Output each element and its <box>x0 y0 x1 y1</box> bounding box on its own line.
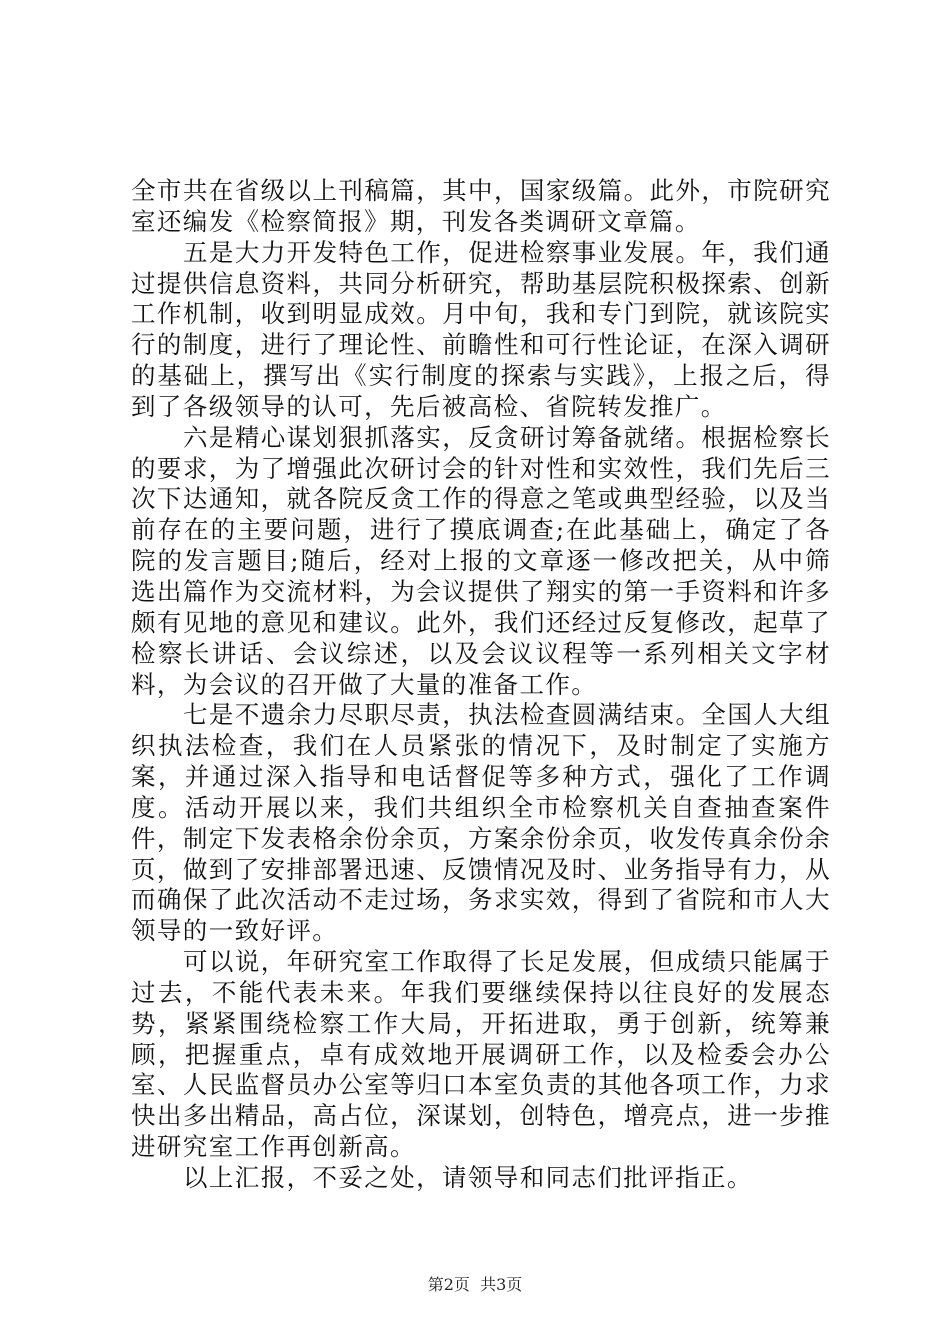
paragraph-item-five: 五是大力开发特色工作，促进检察事业发展。年，我们通过提供信息资料，共同分析研究，帮助基层院积极探索、创新工作机制，收到明显成效。月中旬，我和专门到院，就该院实行的制度，进行了理论性、前瞻性和可行性论证，在深入调研的基础上，撰写出《实行制度的探索与实践》，上报之后，得到了各级领导的认可，先后被高检、省院转发推广。 <box>131 237 831 421</box>
document-body <box>131 176 831 1194</box>
paragraph-item-six: 六是精心谋划狠抓落实，反贪研讨筹备就绪。根据检察长的要求，为了增强此次研讨会的针对性和实效性，我们先后三次下达通知，就各院反贪工作的得意之笔或典型经验，以及当前存在的主要问题，进行了摸底调查;在此基础上，确定了各院的发言题目;随后，经对上报的文章逐一修改把关，从中筛选出篇作为交流材料，为会议提供了翔实的第一手资料和许多颇有见地的意见和建议。此外，我们还经过反复修改，起草了检察长讲话、会议综述，以及会议议程等一系列相关文字材料，为会议的召开做了大量的准备工作。 <box>131 422 831 699</box>
paragraph-continuation: 全市共在省级以上刊稿篇，其中，国家级篇。此外，市院研究室还编发《检察简报》期，刊发各类调研文章篇。 <box>131 176 831 236</box>
paragraph-summary: 可以说，年研究室工作取得了长足发展，但成绩只能属于过去，不能代表未来。年我们要继续保持以往良好的发展态势，紧紧围绕检察工作大局，开拓进取，勇于创新，统筹兼顾，把握重点，卓有成效地开展调研工作，以及检委会办公室、人民监督员办公室等归口本室负责的其他各项工作，力求快出多出精品，高占位，深谋划，创特色，增亮点，进一步推进研究室工作再创新高。 <box>131 947 831 1162</box>
paragraph-item-seven: 七是不遗余力尽职尽责，执法检查圆满结束。全国人大组织执法检查，我们在人员紧张的情况下，及时制定了实施方案，并通过深入指导和电话督促等多种方式，强化了工作调度。活动开展以来，我们共组织全市检察机关自查抽查案件件，制定下发表格余份余页，方案余份余页，收发传真余份余页，做到了安排部署迅速、反馈情况及时、业务指导有力，从而确保了此次活动不走过场，务求实效，得到了省院和市人大领导的一致好评。 <box>131 700 831 946</box>
paragraph-closing: 以上汇报，不妥之处，请领导和同志们批评指正。 <box>183 1163 753 1192</box>
page-number-label: 第2页 共3页 <box>427 1275 523 1294</box>
page-footer <box>0 1272 950 1295</box>
